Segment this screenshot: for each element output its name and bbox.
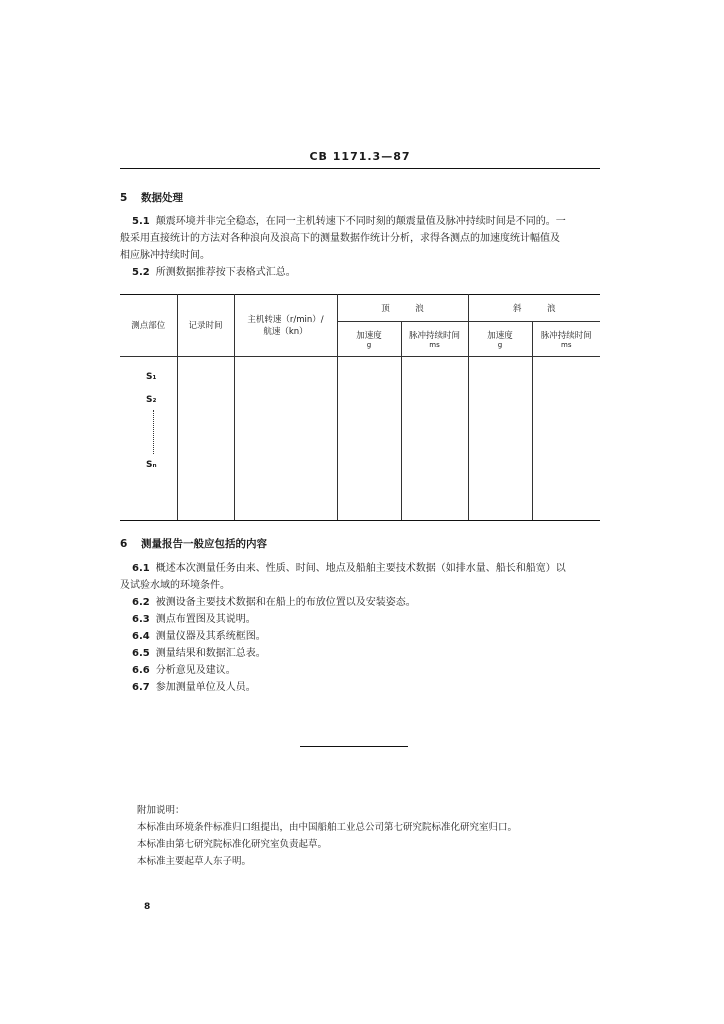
section-6-list (120, 560, 602, 696)
paragraph-5-1-line2: 般采用直接统计的方法对各种浪向及浪高下的测量数据作统计分析，求得各测点的加速度统计幅值及 (120, 233, 560, 244)
head-pulse-cell (401, 356, 468, 520)
oblique-accel-cell (468, 356, 532, 520)
col-position-header: 测点部位 (131, 321, 166, 331)
notes-line-3: 本标准主要起草人东子明。 (137, 856, 252, 867)
paragraph-5-2-number: 5.2 (132, 267, 150, 278)
time-cell (177, 356, 234, 520)
head-accel-header: 加速度 g (337, 321, 401, 356)
paragraph-5-1-line1: 颠震环境并非完全稳态，在同一主机转速下不同时刻的颠震量值及脉冲持续时间是不同的。一 (155, 216, 566, 227)
item-6-5: 6.5 测量结果和数据汇总表。 (132, 648, 266, 659)
item-6-1: 6.1 概述本次测量任务由来、性质、时间、地点及船舶主要技术数据（如排水量、船长和船宽）以 (132, 563, 566, 574)
notes-line-1: 本标准由环境条件标准归口组提出，由中国船舶工业总公司第七研究院标准化研究室归口。 (137, 822, 518, 833)
end-separator (300, 746, 408, 747)
speed-cell (234, 356, 337, 520)
col-time-header: 记录时间 (177, 294, 234, 356)
item-6-2: 6.2 被测设备主要技术数据和在船上的布放位置以及安装姿态。 (132, 597, 416, 608)
paragraph-5-1-line3: 相应脉冲持续时间。 (120, 250, 210, 261)
head-accel-cell (337, 356, 401, 520)
row-label-s1: S₁ (146, 372, 157, 382)
document-code: CB 1171.3—87 (309, 150, 411, 163)
oblique-sea-group-header: 斜 浪 (468, 294, 600, 321)
page-number: 8 (144, 902, 151, 912)
head-pulse-header: 脉冲持续时间 ms (401, 321, 468, 356)
item-6-3: 6.3 测点布置图及其说明。 (132, 614, 256, 625)
paragraph-5-1 (120, 213, 602, 264)
header-rule (120, 168, 600, 169)
table-bottom-rule (120, 520, 600, 521)
notes-line-2: 本标准由第七研究院标准化研究室负责起草。 (137, 839, 328, 850)
oblique-pulse-header: 脉冲持续时间 ms (532, 321, 600, 356)
section-6-number: 6 (120, 538, 128, 550)
section-5-number: 5 (120, 192, 128, 204)
item-6-7: 6.7 参加测量单位及人员。 (132, 682, 256, 693)
oblique-accel-header: 加速度 g (468, 321, 532, 356)
head-sea-group-header: 顶 浪 (337, 294, 468, 321)
additional-notes (137, 802, 607, 870)
notes-title: 附加说明： (137, 805, 185, 816)
item-6-4: 6.4 测量仪器及其系统框图。 (132, 631, 266, 642)
section-5-heading (120, 190, 183, 205)
section-5-title: 数据处理 (140, 192, 183, 204)
section-6-title: 测量报告一般应包括的内容 (140, 538, 267, 550)
row-label-sn: Sₙ (146, 460, 157, 470)
item-6-6: 6.6 分析意见及建议。 (132, 665, 236, 676)
paragraph-5-2-text: 所测数据推荐按下表格式汇总。 (155, 267, 296, 278)
paragraph-5-1-number: 5.1 (132, 216, 150, 227)
item-6-1-cont: 及试验水域的环境条件。 (120, 580, 230, 591)
col-speed-header: 主机转速（r/min）/ 航速（kn） (234, 294, 337, 356)
data-summary-table (120, 294, 600, 520)
oblique-pulse-cell (532, 356, 600, 520)
paragraph-5-2 (132, 264, 296, 281)
section-6-heading (120, 536, 267, 551)
row-label-s2: S₂ (146, 395, 157, 405)
row-ellipsis (153, 410, 154, 454)
